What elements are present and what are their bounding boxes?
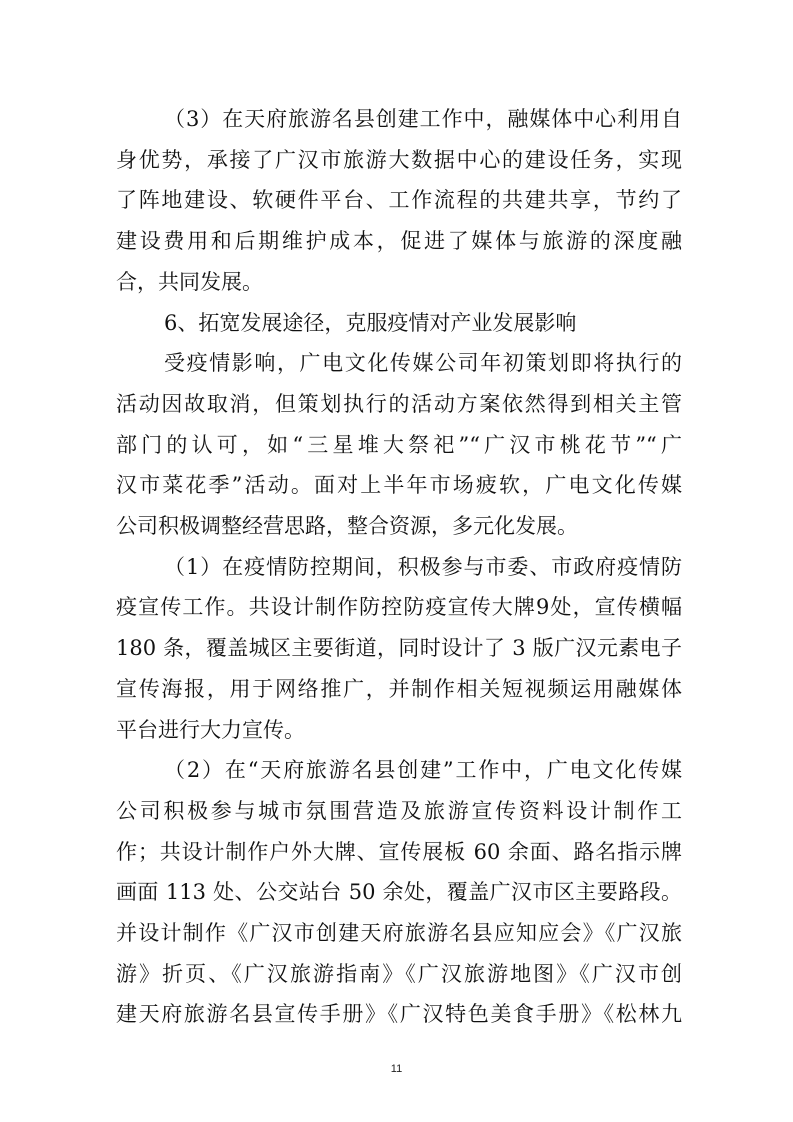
paragraph-1-line-3: 了阵地建设、软硬件平台、工作流程的共建共享，节约了 [116,188,682,212]
paragraph-5-line-7: 建天府旅游名县宣传手册》《广汉特色美食手册》《松林九 [116,1002,682,1026]
paragraph-4-line-2: 疫宣传工作。共设计制作防控防疫宣传大牌9处，宣传横幅 [116,595,682,619]
paragraph-4-line-3: 180 条，覆盖城区主要街道，同时设计了 3 版广汉元素电子 [116,636,682,660]
paragraph-3-line-3: 部门的认可，如“三星堆大祭祀”“广汉市桃花节”“广 [116,433,682,457]
paragraph-3-line-4: 汉市菜花季”活动。面对上半年市场疲软，广电文化传媒 [116,473,682,497]
paragraph-4-line-1: （1）在疫情防控期间，积极参与市委、市政府疫情防 [164,555,682,579]
paragraph-1-line-2: 身优势，承接了广汉市旅游大数据中心的建设任务，实现 [116,148,682,172]
paragraph-5-line-3: 作；共设计制作户外大牌、宣传展板 60 余面、路名指示牌 [116,840,682,864]
paragraph-1-line-1: （3）在天府旅游名县创建工作中，融媒体中心利用自 [164,107,682,131]
section-heading: 6、拓宽发展途径，克服疫情对产业发展影响 [164,311,577,335]
paragraph-5-line-1: （2）在“天府旅游名县创建”工作中，广电文化传媒 [164,758,682,782]
paragraph-1-line-5: 合，共同发展。 [116,270,263,294]
paragraph-1-line-4: 建设费用和后期维护成本，促进了媒体与旅游的深度融 [116,229,682,253]
paragraph-4-line-4: 宣传海报，用于网络推广，并制作相关短视频运用融媒体 [116,677,682,701]
paragraph-5-line-2: 公司积极参与城市氛围营造及旅游宣传资料设计制作工 [116,799,682,823]
page-number: 11 [390,1063,403,1075]
paragraph-3-line-1: 受疫情影响，广电文化传媒公司年初策划即将执行的 [164,351,682,375]
paragraph-3-line-2: 活动因故取消，但策划执行的活动方案依然得到相关主管 [116,392,682,416]
paragraph-3-line-5: 公司积极调整经营思路，整合资源，多元化发展。 [116,514,578,538]
paragraph-5-line-4: 画面 113 处、公交站台 50 余处，覆盖广汉市区主要路段。 [116,880,682,904]
paragraph-5-line-6: 游》折页、《广汉旅游指南》《广汉旅游地图》《广汉市创 [116,962,682,986]
paragraph-4-line-5: 平台进行大力宣传。 [116,718,305,742]
paragraph-5-line-5: 并设计制作《广汉市创建天府旅游名县应知应会》《广汉旅 [116,921,682,945]
